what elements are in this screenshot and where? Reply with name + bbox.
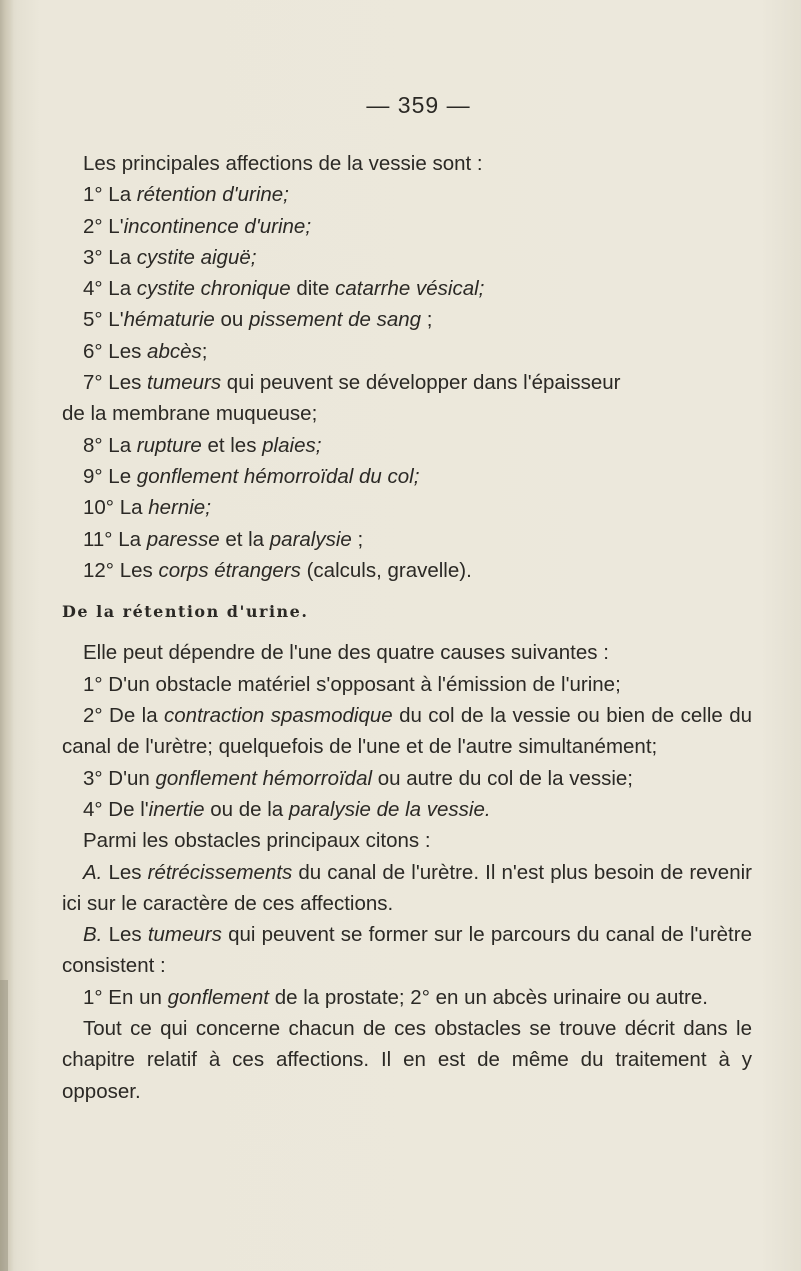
- affection-item: 5° L'hématurie ou pissement de sang ;: [83, 308, 433, 332]
- affection-item: 11° La paresse et la paralysie ;: [83, 527, 364, 551]
- intro-line: Les principales affections de la vessie sont :: [83, 152, 483, 175]
- body-text: [62, 148, 752, 1107]
- cause-2: 2° De la contraction spasmodique du col de la vessie ou bien de celle du canal de l'urètre; quelquefois de l'une et de l'autre simultanément;: [62, 704, 752, 759]
- obstacle-b-list: 1° En un gonflement de la prostate; 2° en un abcès urinaire ou autre.: [83, 985, 708, 1009]
- affection-item: 6° Les abcès;: [83, 339, 208, 363]
- cause-1: 1° D'un obstacle matériel s'opposant à l'émission de l'urine;: [83, 672, 621, 696]
- affection-item: 10° La hernie;: [83, 496, 211, 520]
- affection-item: 9° Le gonflement hémorroïdal du col;: [83, 464, 420, 488]
- section-heading: De la rétention d'urine.: [62, 602, 309, 622]
- paragraph-obstacles: Parmi les obstacles principaux citons :: [83, 829, 431, 853]
- affection-item: 2° L'incontinence d'urine;: [83, 214, 312, 238]
- affection-item: 4° La cystite chronique dite catarrhe vésical;: [83, 277, 485, 301]
- affection-item: 12° Les corps étrangers (calculs, gravelle).: [83, 558, 472, 582]
- affection-item: 7° Les tumeurs qui peuvent se développer dans l'épaisseur: [83, 371, 621, 395]
- affection-item: 3° La cystite aiguë;: [83, 245, 257, 269]
- paragraph-conclusion: Tout ce qui concerne chacun de ces obstacles se trouve décrit dans le chapitre relatif à ces affections. Il en est de même du traitement à y opposer.: [62, 1017, 752, 1103]
- page-edge-stain: [0, 980, 8, 1271]
- affection-item-continuation: de la membrane muqueuse;: [62, 402, 318, 426]
- cause-4: 4° De l'inertie ou de la paralysie de la vessie.: [83, 797, 491, 821]
- obstacle-a: A. Les rétrécissements du canal de l'urètre. Il n'est plus besoin de revenir ici sur le caractère de ces affections.: [62, 860, 752, 915]
- affections-list: [62, 179, 752, 586]
- affection-item: 8° La rupture et les plaies;: [83, 433, 322, 457]
- affection-item: 1° La rétention d'urine;: [83, 183, 289, 207]
- page-number: — 359 —: [366, 92, 471, 118]
- obstacle-b: B. Les tumeurs qui peuvent se former sur le parcours du canal de l'urètre consistent :: [62, 923, 752, 978]
- cause-3: 3° D'un gonflement hémorroïdal ou autre du col de la vessie;: [83, 766, 633, 790]
- paragraph-causes: Elle peut dépendre de l'une des quatre causes suivantes :: [83, 641, 609, 665]
